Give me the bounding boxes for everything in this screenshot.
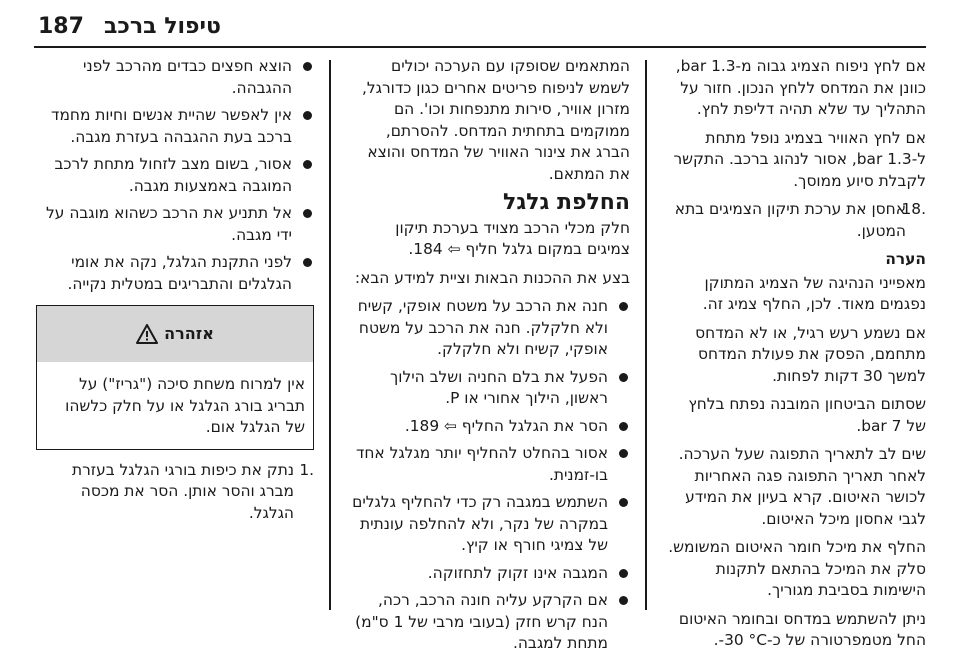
warning-header	[37, 306, 313, 362]
list-item-text: אסור, בשום מצב לזחול מתחת לרכב המוגבה באמצעות מגבה.	[54, 155, 292, 195]
note-paragraph: שים לב לתאריך התפוגה שעל הערכה. לאחר תאריך התפוגה פגה האחריות לכושר האיטום. קרא בעיון את המידע לגבי אחסון מיכל האיטום.	[678, 445, 926, 528]
numbered-step	[36, 460, 314, 525]
paragraph: אם לחץ ניפוח הצמיג גבוה מ-1.3 bar, כוונן את המדחס ללחץ הנכון. חזור על התהליך עד שלא תהיה דליפת לחץ.	[675, 57, 926, 118]
list-item-text: הוצא חפצים כבדים מהרכב לפני ההגבהה.	[83, 57, 292, 97]
bullet-icon	[303, 258, 312, 267]
bullet-icon	[619, 302, 628, 311]
header-divider	[34, 46, 926, 48]
note-paragraph: שסתום הביטחון המובנה נפתח בלחץ של 7 bar.	[688, 395, 926, 435]
bullet-icon	[303, 111, 312, 120]
bullet-list	[36, 56, 314, 295]
list-item	[348, 296, 630, 361]
list-item-text: אם הקרקע עליה חונה הרכב, רכה, הנח קרש חזק (בעובי מרבי של 1 ס"מ) מתחת למגבה.	[355, 591, 608, 652]
paragraph: בצע את ההכנות הבאות וציית למידע הבא:	[354, 268, 630, 287]
list-item	[348, 590, 630, 655]
bullet-icon	[303, 62, 312, 71]
column-middle	[348, 56, 630, 661]
warning-text: אין למרוח משחת סיכה ("גריז") על תבריג בורג הגלגל או על חלק כלשהו של הגלגל אום.	[65, 375, 305, 436]
step-number: 1.	[299, 460, 314, 479]
list-item-text: חנה את הרכב על משטח אופקי, קשיח ולא חלקלק. חנה את הרכב על משטח אופקי, קשיח ולא חלקלק.	[357, 297, 608, 358]
bullet-icon	[619, 449, 628, 458]
list-item	[348, 416, 630, 438]
list-item	[348, 563, 630, 585]
list-item-text: אין לאפשר שהיית אנשים וחיות מחמד ברכב בעת ההגבהה בעזרת מגבה.	[51, 106, 292, 146]
list-item	[36, 203, 314, 246]
step-text: נתק את כיפות בורגי הגלגל בעזרת מברג והסר אותן. הסר את מכסה הגלגל.	[71, 460, 294, 522]
list-item	[348, 443, 630, 486]
column-right	[666, 56, 926, 659]
bullet-icon	[303, 160, 312, 169]
bullet-icon	[619, 498, 628, 507]
warning-box	[36, 305, 314, 450]
list-item-text: לפני התקנת הגלגל, נקה את אומי הגלגלים והתבריגים במטלית נקייה.	[67, 253, 292, 293]
list-item-text: המגבה אינו זקוק לתחזוקה.	[427, 563, 608, 582]
note-paragraph: החלף את מיכל חומר האיטום המשומש. סלק את המיכל בהתאם לתקנות הישימות בסביבת מגוריך.	[668, 538, 926, 599]
note-heading: הערה	[885, 250, 926, 268]
bullet-icon	[619, 422, 628, 431]
bullet-icon	[303, 209, 312, 218]
warning-triangle-icon	[136, 324, 158, 344]
column-divider	[645, 60, 647, 610]
warning-title: אזהרה	[164, 324, 214, 344]
list-item-text: הסר את הגלגל החליף ⇦ 189.	[404, 416, 608, 435]
note-paragraph: מאפייני הנהיגה של הצמיג המתוקן נפגמים מאוד. לכן, החלף צמיג זה.	[702, 273, 926, 313]
list-item	[36, 105, 314, 148]
list-item-text: אסור בהחלט להחליף יותר מגלגל אחד בו-זמנית.	[355, 444, 608, 484]
page-header	[0, 0, 960, 56]
note-paragraph: אם נשמע רעש רגיל, או לא המדחס מתחמם, הפסק את פעולת המדחס למשך 30 דקות לפחות.	[695, 323, 926, 385]
column-divider	[329, 60, 331, 610]
list-item	[348, 492, 630, 557]
column-left	[36, 56, 314, 531]
page-title: טיפול ברכב	[104, 14, 221, 39]
bullet-icon	[619, 596, 628, 605]
note-paragraph: ניתן להשתמש במדחס ובחומר האיטום החל מטמפרטורה של כ-‎-30 °C.	[678, 609, 926, 649]
paragraph: אם לחץ האוויר בצמיג נופל מתחת ל-1.3 bar, אסור לנהוג ברכב. התקשר לקבלת סיוע ממוסך.	[673, 128, 926, 190]
step-text: אחסן את ערכת תיקון הצמיגים בתא המטען.	[674, 200, 906, 240]
list-item	[36, 56, 314, 99]
list-item	[36, 252, 314, 295]
list-item	[348, 367, 630, 410]
paragraph: המתאמים שסופקו עם הערכה יכולים לשמש לניפוח פריטים אחרים כגון כדורגל, מזרון אוויר, סירות מתנפחות וכו'. הם ממוקמים בתחתית המדחס. להסרתם, הברג את צינור האוויר של המדחס והוצא את המתאם.	[361, 57, 630, 183]
list-item-text: הפעל את בלם החניה ושלב הילוך ראשון, הילוך אחורי או P.	[390, 367, 608, 407]
bullet-list	[348, 296, 630, 655]
numbered-step	[666, 199, 926, 242]
page-number: 187	[38, 14, 84, 39]
list-item	[36, 154, 314, 197]
list-item-text: אל תתניע את הרכב כשהוא מוגבה על ידי מגבה.	[46, 204, 292, 244]
list-item-text: השתמש במגבה רק כדי להחליף גלגלים במקרה של נקר, ולא להחלפה עונתית של צמיגי חורף או קיץ.	[352, 493, 608, 554]
bullet-icon	[619, 373, 628, 382]
section-heading: החלפת גלגל	[503, 190, 630, 215]
bullet-icon	[619, 569, 628, 578]
step-number: 18.	[901, 200, 926, 218]
paragraph: חלק מכלי הרכב מצויד בערכת תיקון צמיגים במקום גלגל חליף ⇦ 184.	[395, 218, 630, 258]
